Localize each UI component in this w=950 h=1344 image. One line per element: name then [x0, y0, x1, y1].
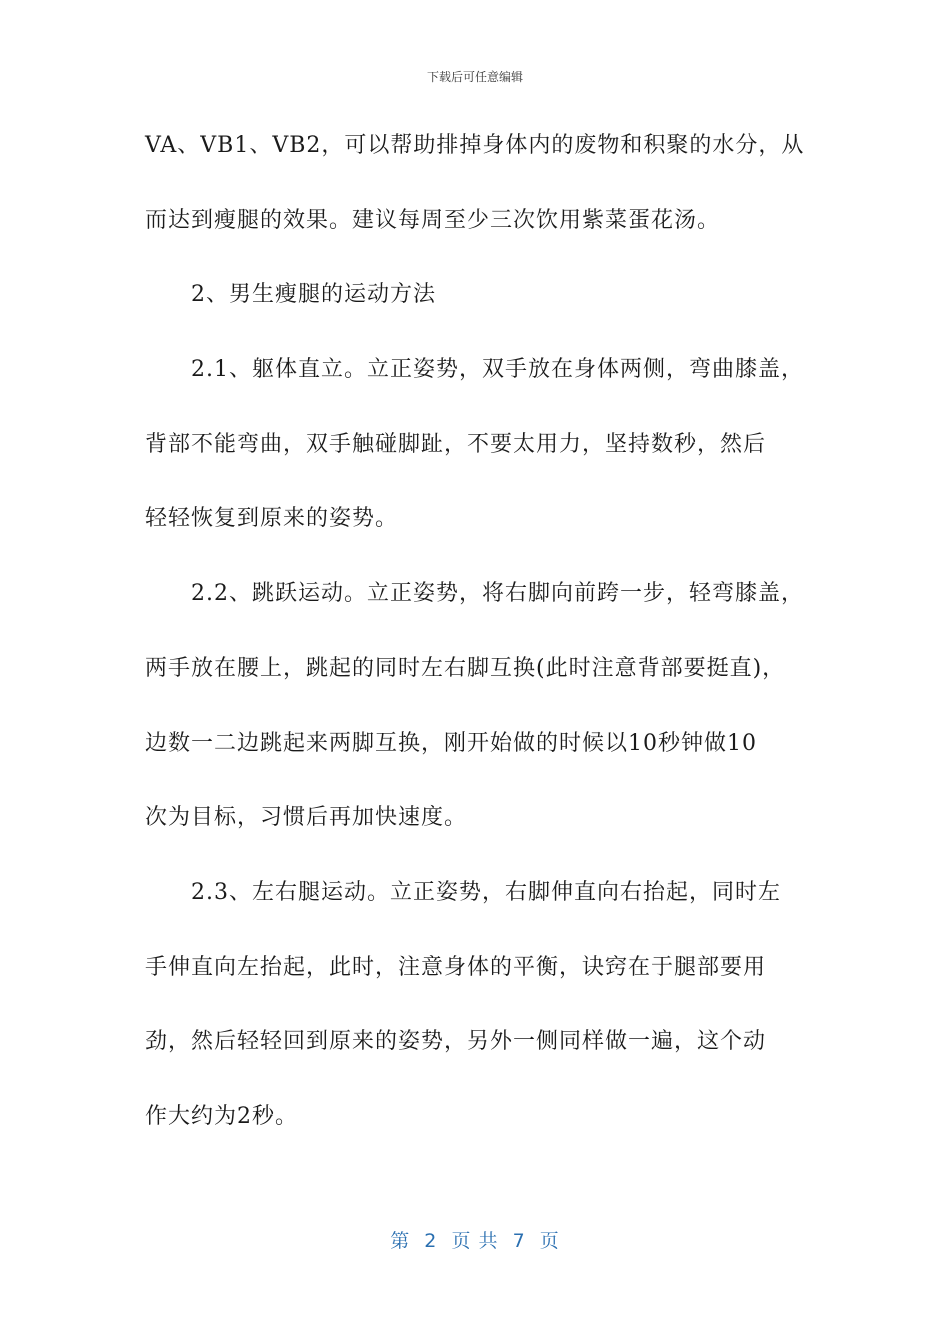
text-line: 次为目标，习惯后再加快速度。 — [145, 805, 468, 831]
text-line: 作大约为2秒。 — [145, 1103, 298, 1129]
page-number: 第 2 页 共 7 页 — [390, 1230, 560, 1252]
text-line: 两手放在腰上，跳起的同时左右脚互换(此时注意背部要挺直)， — [145, 655, 786, 681]
text-line: 轻轻恢复到原来的姿势。 — [145, 506, 399, 532]
text-line: 2.1、躯体直立。立正姿势，双手放在身体两侧，弯曲膝盖， — [191, 357, 804, 383]
text-line: 手伸直向左抬起，此时，注意身体的平衡，诀窍在于腿部要用 — [145, 954, 767, 980]
text-line: 劲，然后轻轻回到原来的姿势，另外一侧同样做一遍，这个动 — [145, 1029, 767, 1055]
text-line: 背部不能弯曲，双手触碰脚趾，不要太用力，坚持数秒，然后 — [145, 431, 767, 457]
document-body — [145, 118, 825, 1164]
page-header: 下载后可任意编辑 — [426, 70, 523, 84]
text-line: VA、VB1、VB2，可以帮助排掉身体内的废物和积聚的水分，从 — [145, 133, 805, 158]
text-line: 2.3、左右腿运动。立正姿势，右脚伸直向右抬起，同时左 — [191, 879, 781, 905]
text-line: 边数一二边跳起来两脚互换，刚开始做的时候以10秒钟做10 — [145, 730, 757, 756]
section-heading: 2、男生瘦腿的运动方法 — [191, 282, 436, 308]
text-line: 而达到瘦腿的效果。建议每周至少三次饮用紫菜蛋花汤。 — [145, 207, 721, 233]
text-line: 2.2、跳跃运动。立正姿势，将右脚向前跨一步，轻弯膝盖， — [191, 581, 804, 607]
